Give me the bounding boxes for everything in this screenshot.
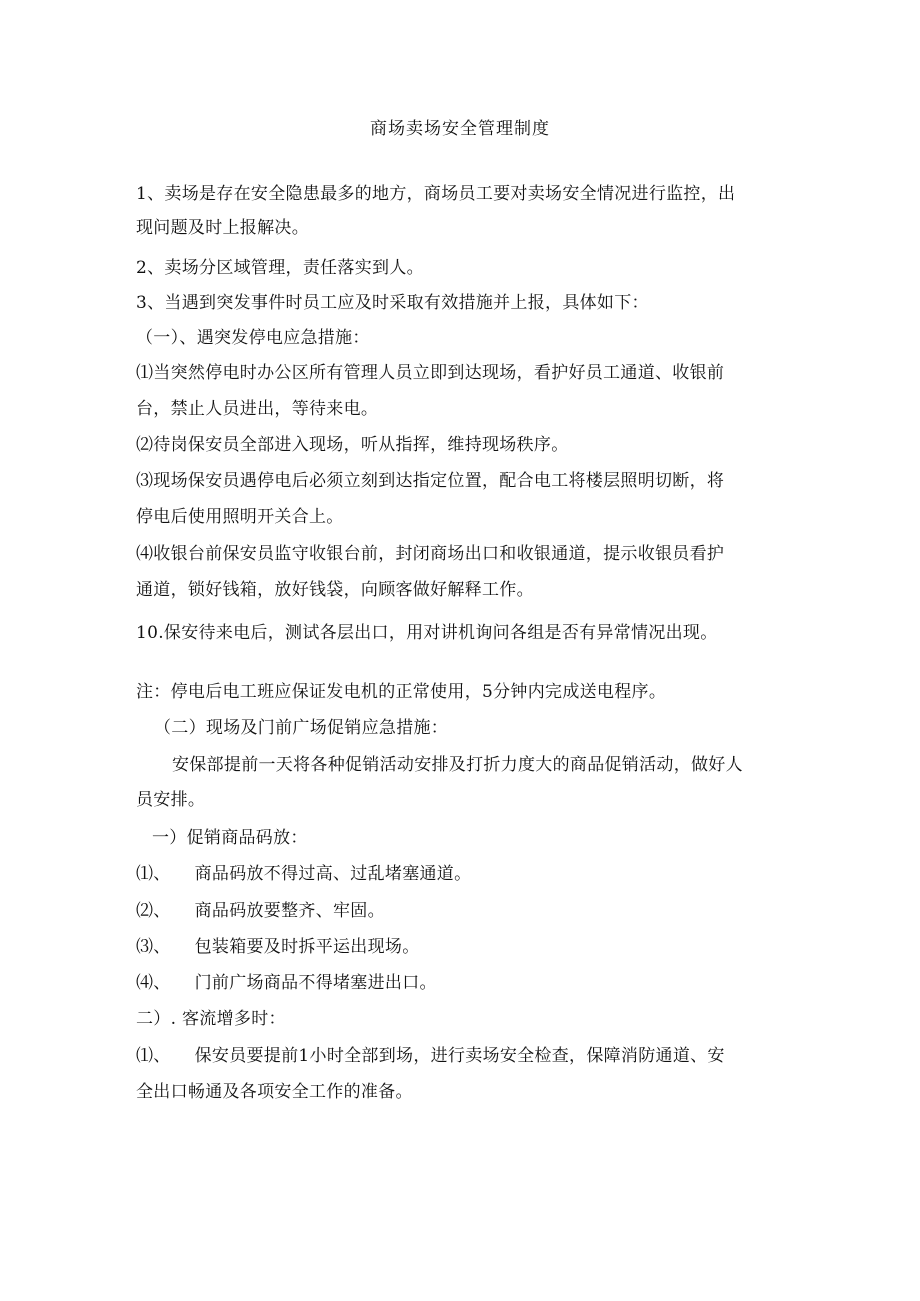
- list-item: [136, 1044, 796, 1068]
- paragraph-line: 3、当遇到突发事件时员工应及时采取有效措施并上报，具体如下：: [136, 293, 649, 313]
- list-marker: ⑴、: [136, 864, 171, 884]
- paragraph-line: ⑵待岗保安员全部进入现场，听从指挥，维持现场秩序。: [136, 435, 569, 455]
- paragraph-line: 台，禁止人员进出，等待来电。: [136, 399, 379, 419]
- paragraph-line: 现问题及时上报解决。: [136, 218, 309, 238]
- list-item: [136, 899, 796, 923]
- section-heading: （一）、遇突发停电应急措施：: [136, 328, 370, 348]
- paragraph-line: 员安排。: [136, 790, 206, 810]
- paragraph-line: ⑷收银台前保安员监守收银台前，封闭商场出口和收银通道，提示收银员看护: [136, 544, 725, 564]
- paragraph-line: 1、卖场是存在安全隐患最多的地方，商场员工要对卖场安全情况进行监控，出: [136, 184, 736, 204]
- list-text: 商品码放不得过高、过乱堵塞通道。: [194, 864, 472, 884]
- paragraph-line: ⑴当突然停电时办公区所有管理人员立即到达现场，看护好员工通道、收银前: [136, 363, 725, 383]
- subsection-heading: 一）促销商品码放：: [152, 828, 308, 848]
- list-item: [136, 935, 796, 959]
- section-heading: （二）现场及门前广场促销应急措施：: [154, 718, 449, 738]
- list-marker: ⑵、: [136, 901, 171, 921]
- paragraph-line: 全出口畅通及各项安全工作的准备。: [136, 1082, 413, 1102]
- paragraph-line: 安保部提前一天将各种促销活动安排及打折力度大的商品促销活动，做好人: [172, 755, 743, 775]
- list-text: 保安员要提前1小时全部到场，进行卖场安全检查，保障消防通道、安: [194, 1046, 725, 1066]
- list-item: [136, 971, 796, 995]
- list-text: 包装箱要及时拆平运出现场。: [194, 937, 420, 957]
- list-marker: ⑷、: [136, 973, 171, 993]
- note-line: 注：停电后电工班应保证发电机的正常使用，5分钟内完成送电程序。: [136, 682, 667, 702]
- list-text: 门前广场商品不得堵塞进出口。: [194, 973, 437, 993]
- document-title: 商场卖场安全管理制度: [370, 119, 550, 139]
- paragraph-line: 2、卖场分区域管理，责任落实到人。: [136, 258, 424, 278]
- list-item: [136, 862, 796, 886]
- subsection-heading: 二）. 客流增多时：: [136, 1009, 286, 1029]
- paragraph-line: ⑶现场保安员遇停电后必须立刻到达指定位置，配合电工将楼层照明切断，将: [136, 471, 725, 491]
- list-marker: ⑶、: [136, 937, 171, 957]
- paragraph-line: 通道，锁好钱箱，放好钱袋，向顾客做好解释工作。: [136, 580, 534, 600]
- list-marker: ⑴、: [136, 1046, 171, 1066]
- paragraph-line: 停电后使用照明开关合上。: [136, 507, 344, 527]
- paragraph-line: 10.保安待来电后，测试各层出口，用对讲机询问各组是否有异常情况出现。: [136, 623, 718, 643]
- list-text: 商品码放要整齐、牢固。: [194, 901, 385, 921]
